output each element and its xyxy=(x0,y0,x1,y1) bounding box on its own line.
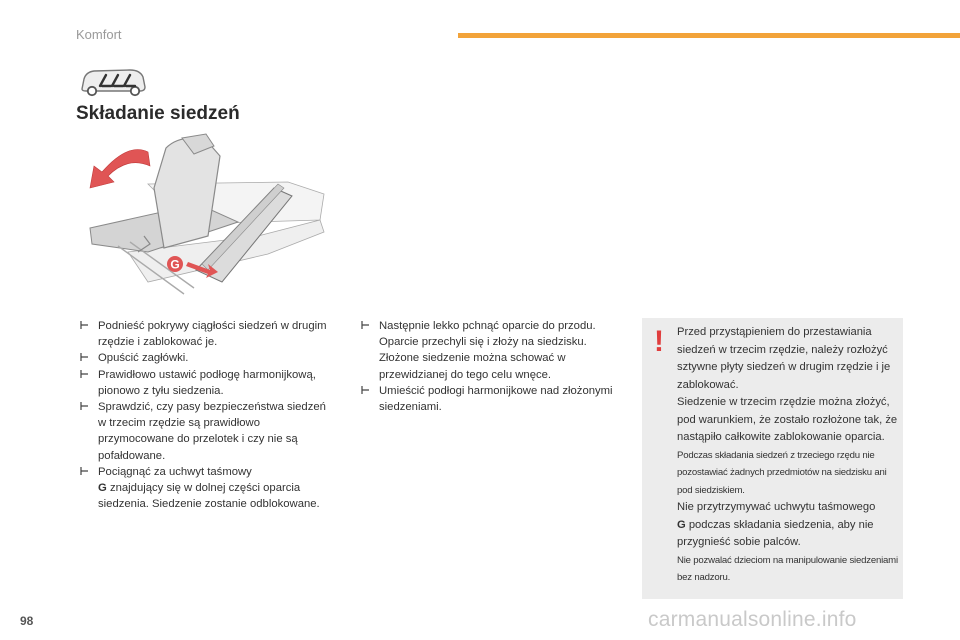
warning-paragraph: Podczas składania siedzeń z trzeciego rzędu nie pozostawiać żadnych przedmiotów na siedzisku ani pod siedziskiem. xyxy=(677,449,887,496)
section-label: Komfort xyxy=(76,27,122,42)
warning-icon: ! xyxy=(654,325,664,358)
watermark: carmanualsonline.info xyxy=(648,608,857,631)
pointing-finger-icon xyxy=(80,401,89,411)
pointing-finger-icon xyxy=(361,320,370,330)
list-item: Podnieść pokrywy ciągłości siedzeń w drugim rzędzie i zablokować je. xyxy=(76,318,336,350)
strap-reference: G xyxy=(98,482,107,495)
list-item: Umieścić podłogi harmonijkowe nad złożonymi siedzeniami. xyxy=(357,383,627,415)
warning-paragraph: Nie przytrzymywać uchwytu taśmowego G podczas składania siedzenia, aby nie przygnieść sobie palców. xyxy=(677,501,876,548)
g-label: G xyxy=(170,257,180,272)
warning-paragraph: Przed przystąpieniem do przestawiania siedzeń w trzecim rzędzie, należy rozłożyć sztywne płyty siedzeń w drugim rzędzie i je zablokować. xyxy=(677,326,891,391)
pointing-finger-icon xyxy=(361,385,370,395)
strap-reference: G xyxy=(677,518,686,531)
warning-text xyxy=(677,324,899,587)
seat-folding-illustration xyxy=(88,132,340,304)
warning-paragraph: Siedzenie w trzecim rzędzie można złożyć, pod warunkiem, że zostało rozłożone tak, że nastąpiło całkowite zablokowanie oparcia. xyxy=(677,396,898,443)
list-item: Sprawdzić, czy pasy bezpieczeństwa siedzeń w trzecim rzędzie są prawidłowo przymocowane do przelotek i czy nie są pofałdowane. xyxy=(76,399,336,464)
car-seat-icon xyxy=(78,67,148,97)
pointing-finger-icon xyxy=(80,320,89,330)
page-number: 98 xyxy=(20,614,34,628)
list-item: Następnie lekko pchnąć oparcie do przodu. Oparcie przechyli się i złoży na siedzisku. Złożone siedzenie można schować w przewidzianej do tego celu wnęce. xyxy=(357,318,627,383)
header-accent-bar xyxy=(458,33,960,38)
warning-box xyxy=(642,318,903,599)
instructions-column-2 xyxy=(357,318,627,415)
instructions-column-1 xyxy=(76,318,336,512)
warning-paragraph: Nie pozwalać dzieciom na manipulowanie siedzeniami bez nadzoru. xyxy=(677,554,898,583)
pointing-finger-icon xyxy=(80,466,89,476)
list-item: Opuścić zagłówki. xyxy=(76,350,336,366)
page-title: Składanie siedzeń xyxy=(76,103,240,124)
list-item: Pociągnąć za uchwyt taśmowy G znajdujący się w dolnej części oparcia siedzenia. Siedzenie zostanie odblokowane. xyxy=(76,464,336,513)
list-item: Prawidłowo ustawić podłogę harmonijkową, pionowo z tyłu siedzenia. xyxy=(76,367,336,399)
pointing-finger-icon xyxy=(80,352,89,362)
pointing-finger-icon xyxy=(80,369,89,379)
